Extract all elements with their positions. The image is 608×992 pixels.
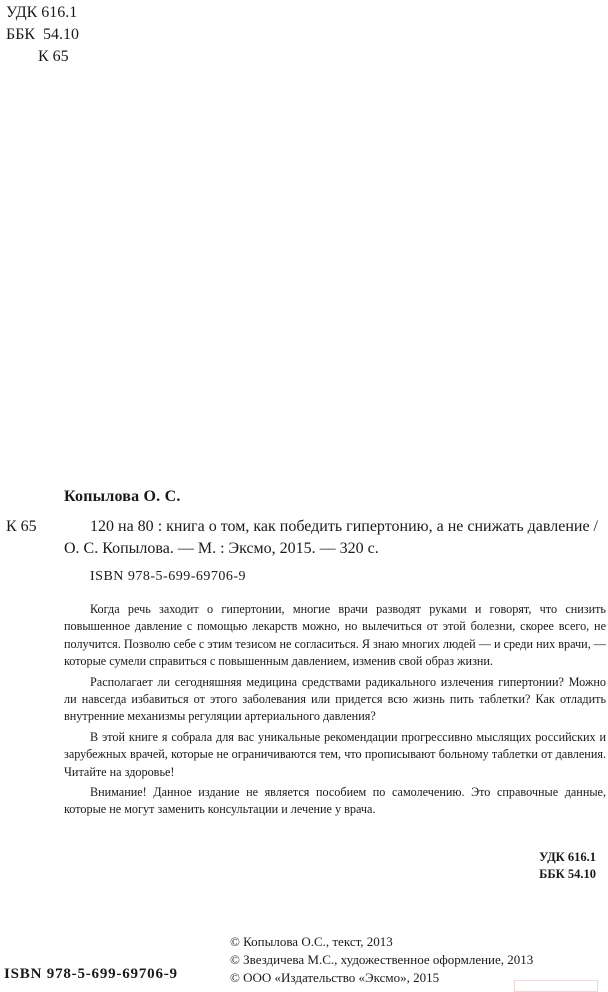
copyright-line: © Звездичева М.С., художественное оформление, 2013 xyxy=(230,952,534,967)
copyright-line: © ООО «Издательство «Эксмо», 2015 xyxy=(230,970,440,985)
copyright-line: © Копылова О.С., текст, 2013 xyxy=(230,934,393,949)
isbn-bottom: ISBN 978-5-699-69706-9 xyxy=(4,966,178,982)
biblio-text: 120 на 80 : книга о том, как победить гипертонию, а не снижать давление / О. С. Копылова. — М. : Эксмо, 2015. — 320 с. xyxy=(64,518,598,557)
bibliographic-description xyxy=(64,516,598,560)
annotation xyxy=(64,601,606,819)
bbk-code-bottom: ББК 54.10 xyxy=(539,867,596,881)
author-mark: К 65 xyxy=(6,48,69,65)
annotation-paragraph: Внимание! Данное издание не является пособием по самолечению. Это справочные данные, которые не могут заменить консультации и лечение у врача. xyxy=(64,785,606,817)
copyright-block xyxy=(230,933,533,987)
classification-codes-bottom xyxy=(539,849,596,883)
author-mark-left: К 65 xyxy=(6,518,37,535)
annotation-paragraph: Располагает ли сегодняшняя медицина средствами радикального излечения гипертонии? Можно ли навсегда избавиться от этого заболевания или придется всю жизнь пить таблетки? Как отладить внутренние механизмы регуляции артериального давления? xyxy=(64,674,606,724)
annotation-paragraph: Когда речь заходит о гипертонии, многие врачи разводят руками и говорят, что снизить повышенное давление с помощью лекарств можно, но вылечиться от этой болезни, скорее всего, не получится. Позволю себе с этим тезисом не согласиться. Я знаю многих людей — и среди них врачи, — которые сумели справиться с повышенным давлением, изменив свой образ жизни. xyxy=(64,602,606,669)
decorative-mark xyxy=(514,980,598,992)
isbn-line: ISBN 978-5-699-69706-9 xyxy=(90,569,247,584)
annotation-paragraph: В этой книге я собрала для вас уникальные рекомендации прогрессивно мыслящих российских и зарубежных врачей, которые не ограничиваются тем, что прописывают больному таблетки от давления. Читайте на здоровье! xyxy=(64,729,606,779)
bbk-code: ББК 54.10 xyxy=(6,26,80,43)
udk-code: УДК 616.1 xyxy=(6,4,78,21)
udk-code-bottom: УДК 616.1 xyxy=(539,850,596,864)
classification-codes-top xyxy=(6,2,79,68)
author-heading: Копылова О. С. xyxy=(64,488,181,505)
